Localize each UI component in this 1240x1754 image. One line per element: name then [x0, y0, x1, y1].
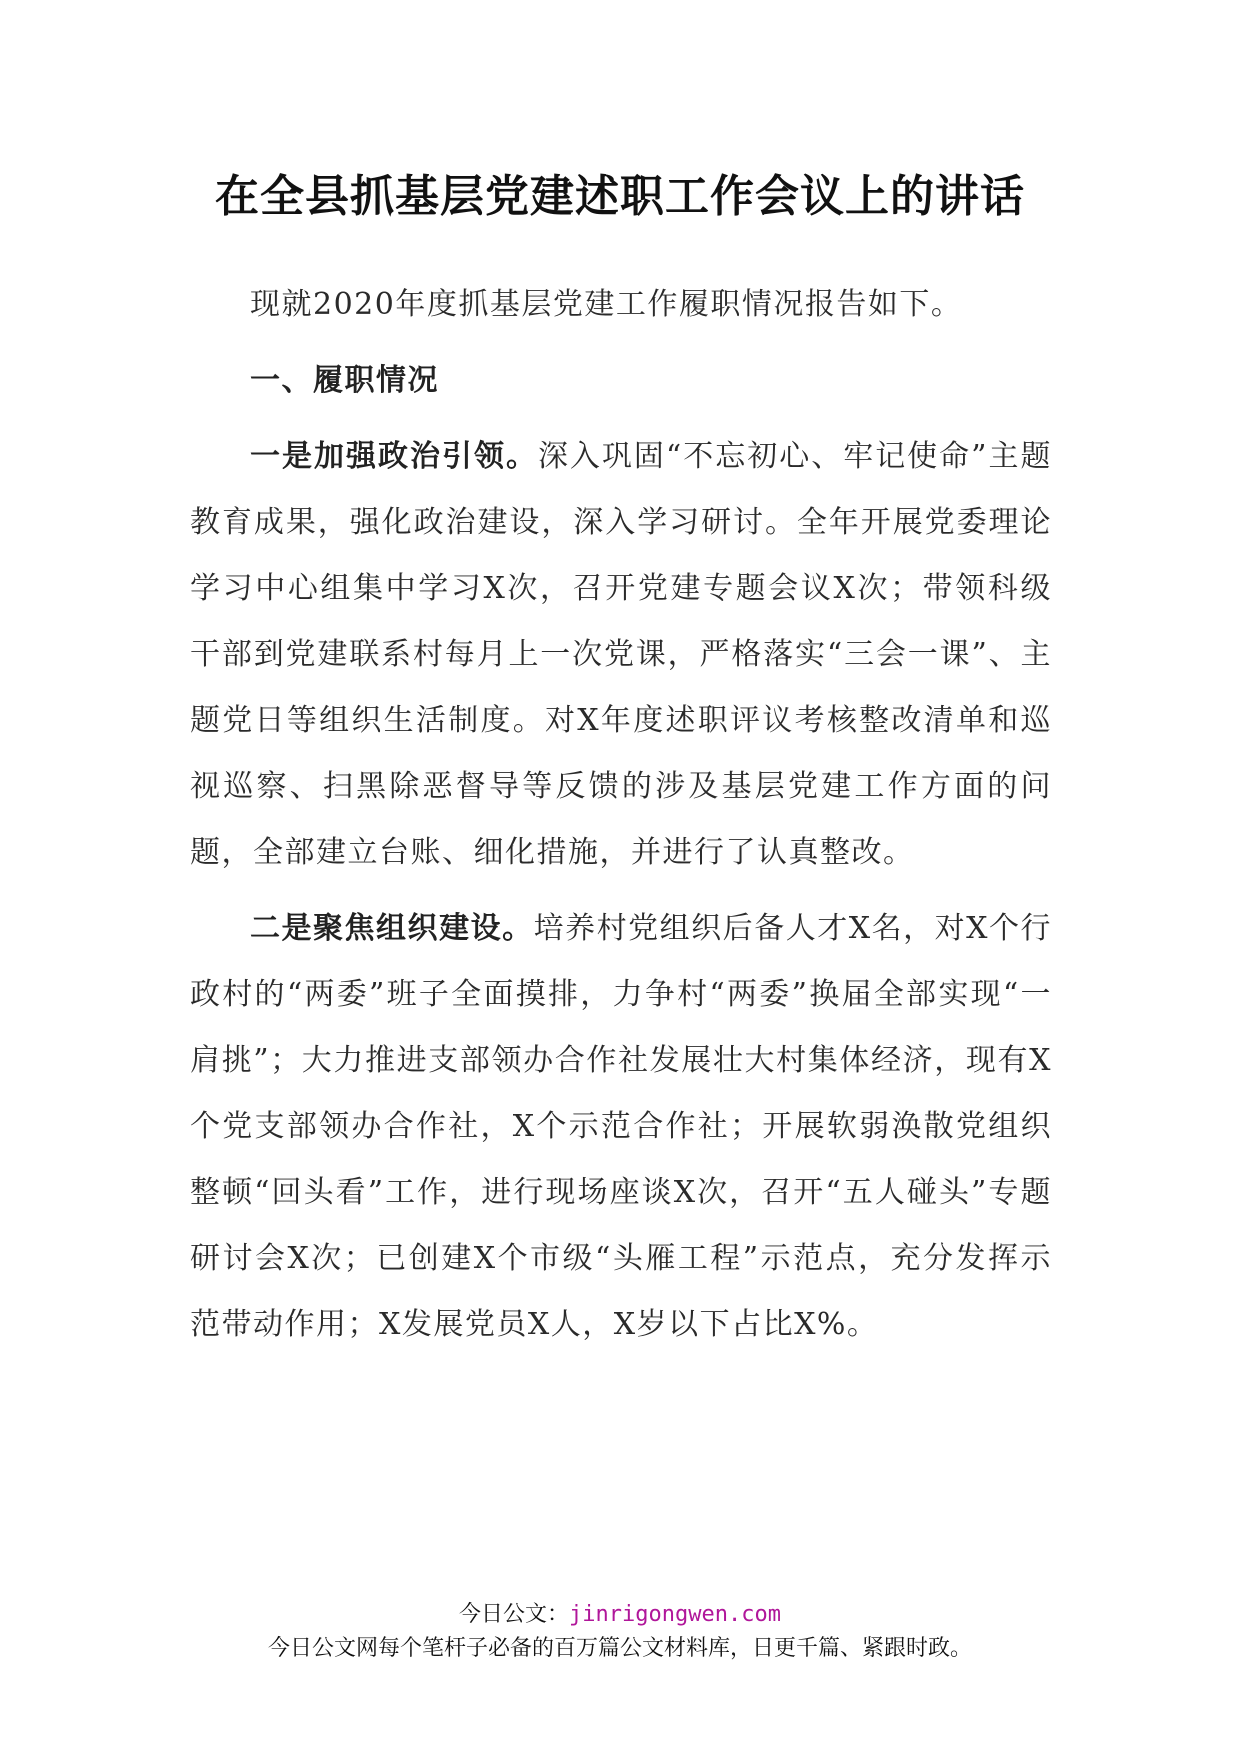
page-footer [0, 1598, 1240, 1666]
document-title: 在全县抓基层党建述职工作会议上的讲话 [215, 171, 1025, 222]
section-heading: 一、履职情况 [250, 363, 439, 398]
paragraph-lead: 二是聚焦组织建设。 [250, 911, 534, 946]
document-body [190, 272, 1052, 1358]
intro-paragraph: 现就2020年度抓基层党建工作履职情况报告如下。 [250, 287, 963, 322]
paragraph-text: 培养村党组织后备人才X名，对X个行政村的“两委”班子全面摸排，力争村“两委”换届全部实现“一肩挑”；大力推进支部领办合作社发展壮大村集体经济，现有X个党支部领办合作社，X个示范合作社；开展软弱涣散党组织整顿“回头看”工作，进行现场座谈X次，召开“五人碰头”专题研讨会X次；已创建X个市级“头雁工程”示范点，充分发挥示范带动作用；X发展党员X人，X岁以下占比X%。 [190, 911, 1053, 1342]
footer-label: 今日公文： [459, 1602, 570, 1627]
section-heading-paragraph [190, 348, 1052, 414]
paragraph-political-guidance [190, 424, 1052, 886]
footer-slogan: 今日公文网每个笔杆子必备的百万篇公文材料库，日更千篇、紧跟时政。 [267, 1636, 972, 1661]
paragraph-text: 深入巩固“不忘初心、牢记使命”主题教育成果，强化政治建设，深入学习研讨。全年开展党委理论学习中心组集中学习X次，召开党建专题会议X次；带领科级干部到党建联系村每月上一次党课，严格落实“三会一课”、主题党日等组织生活制度。对X年度述职评议考核整改清单和巡视巡察、扫黑除恶督导等反馈的涉及基层党建工作方面的问题，全部建立台账、细化措施，并进行了认真整改。 [190, 439, 1052, 870]
paragraph-lead: 一是加强政治引领。 [250, 439, 538, 474]
footer-site-link[interactable]: jinrigongwen.com [569, 1602, 781, 1627]
footer-site-line [0, 1598, 1240, 1632]
paragraph-organization-building [190, 896, 1052, 1358]
